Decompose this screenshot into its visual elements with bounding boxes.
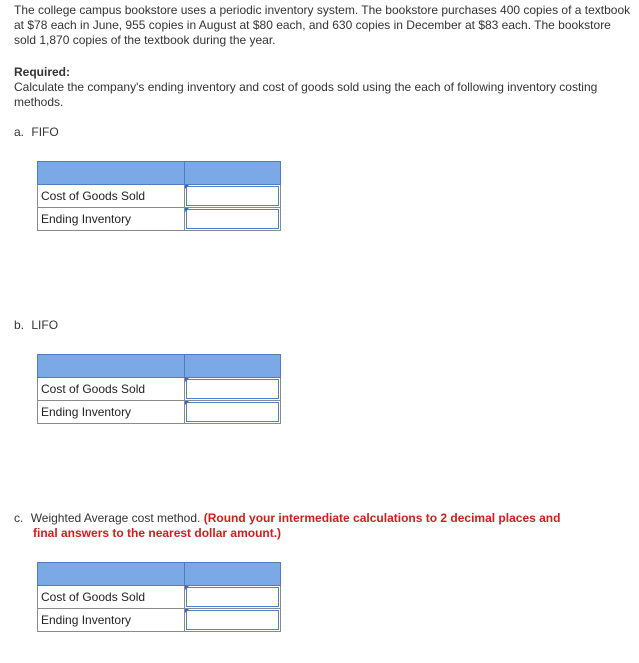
part-b-label: LIFO	[31, 318, 59, 332]
part-c-rounding-note: (Round your intermediate calculations to 2 decimal places and	[203, 511, 561, 525]
lifo-cogs-input[interactable]	[186, 379, 279, 399]
input-marker-icon	[185, 609, 189, 613]
wavg-ending-inventory-input[interactable]	[186, 610, 279, 630]
table-row	[38, 609, 281, 632]
part-a-heading	[14, 125, 59, 140]
part-c-heading	[14, 511, 624, 541]
fifo-cogs-input-cell[interactable]	[184, 185, 280, 208]
table-header-cell	[184, 355, 280, 378]
fifo-cogs-input[interactable]	[186, 186, 279, 206]
wavg-ending-inventory-input-cell[interactable]	[184, 609, 280, 632]
input-marker-icon	[185, 586, 189, 590]
table-header-cell	[38, 563, 185, 586]
input-marker-icon	[185, 378, 189, 382]
part-b-letter: b.	[14, 318, 25, 332]
wavg-cogs-label: Cost of Goods Sold	[38, 586, 185, 609]
table-row	[38, 208, 281, 231]
part-b-heading	[14, 318, 58, 333]
fifo-ending-inventory-input[interactable]	[186, 209, 279, 229]
table-header-cell	[38, 355, 185, 378]
table-row	[38, 586, 281, 609]
lifo-cogs-input-cell[interactable]	[184, 378, 280, 401]
lifo-ending-inventory-input[interactable]	[186, 402, 279, 422]
input-marker-icon	[185, 185, 189, 189]
lifo-ending-inventory-label: Ending Inventory	[38, 401, 185, 424]
fifo-ending-inventory-input-cell[interactable]	[184, 208, 280, 231]
lifo-table	[37, 354, 281, 424]
part-a-letter: a.	[14, 125, 25, 139]
part-c-label: Weighted Average cost method.	[30, 511, 201, 525]
problem-intro: The college campus bookstore uses a periodic inventory system. The bookstore purchases 400 copies of a textbook at $78 each in June, 955 copies in August at $80 each, and 630 copies in December at $83 each. The bookstore sold 1,870 copies of the textbook during the year.	[14, 3, 631, 47]
table-header-row	[38, 162, 281, 185]
fifo-ending-inventory-label: Ending Inventory	[38, 208, 185, 231]
lifo-cogs-label: Cost of Goods Sold	[38, 378, 185, 401]
table-row	[38, 378, 281, 401]
table-header-row	[38, 355, 281, 378]
part-a-label: FIFO	[31, 125, 59, 139]
part-c-letter: c.	[14, 511, 24, 525]
part-c-rounding-note-cont: final answers to the nearest dollar amount.)	[33, 526, 282, 540]
table-row	[38, 185, 281, 208]
wavg-ending-inventory-label: Ending Inventory	[38, 609, 185, 632]
fifo-table	[37, 161, 281, 231]
wavg-cogs-input[interactable]	[186, 587, 279, 607]
table-row	[38, 401, 281, 424]
table-header-row	[38, 563, 281, 586]
lifo-ending-inventory-input-cell[interactable]	[184, 401, 280, 424]
table-header-cell	[184, 563, 280, 586]
required-instructions: Calculate the company's ending inventory and cost of goods sold using the each of following inventory costing methods.	[14, 80, 598, 109]
required-heading: Required:	[14, 65, 71, 79]
fifo-cogs-label: Cost of Goods Sold	[38, 185, 185, 208]
table-header-cell	[184, 162, 280, 185]
weighted-average-table	[37, 562, 281, 632]
input-marker-icon	[185, 401, 189, 405]
wavg-cogs-input-cell[interactable]	[184, 586, 280, 609]
table-header-cell	[38, 162, 185, 185]
input-marker-icon	[185, 208, 189, 212]
